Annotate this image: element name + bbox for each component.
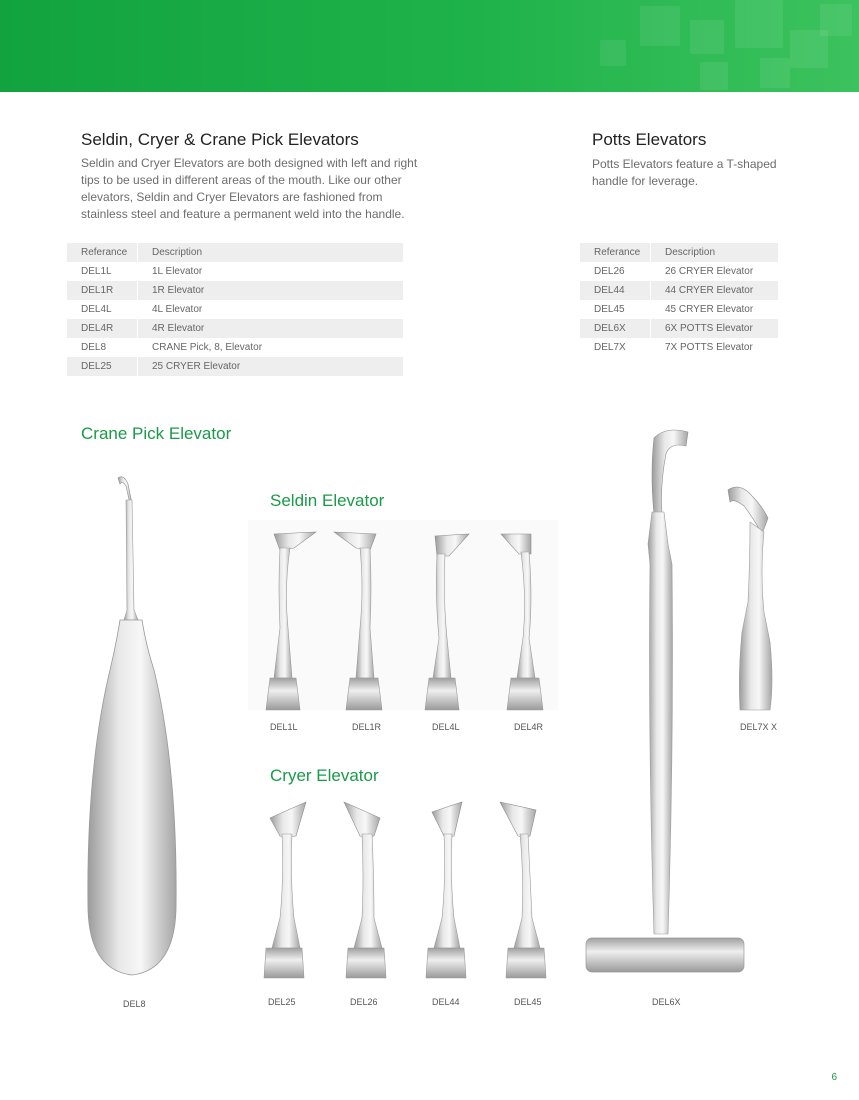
desc-cell: 4L Elevator xyxy=(152,304,203,315)
table-row xyxy=(580,262,778,281)
column-header: Description xyxy=(138,243,404,262)
desc-cell: 1L Elevator xyxy=(152,266,203,277)
column-header: Referance xyxy=(67,243,138,262)
crane-pick-heading: Crane Pick Elevator xyxy=(81,424,232,443)
left-intro: Seldin and Cryer Elevators are both designed with left and right tips to be used in different areas of the mouth. Like our other elevators, Seldin and Cryer Elevators are fashioned from stainless steel and feature a permanent weld into the handle. xyxy=(81,156,418,221)
right-reference-table xyxy=(580,243,778,357)
ref-cell: DEL4L xyxy=(67,300,138,319)
seldin-1l-image xyxy=(260,528,320,710)
caption-del1r: DEL1R xyxy=(352,722,382,732)
ref-cell: DEL45 xyxy=(580,300,651,319)
desc-cell: 26 CRYER Elevator xyxy=(665,266,754,277)
left-reference-table xyxy=(67,243,403,376)
cryer-heading: Cryer Elevator xyxy=(270,766,379,785)
page-number: 6 xyxy=(831,1072,837,1083)
ref-cell: DEL4R xyxy=(67,319,138,338)
table-row xyxy=(580,319,778,338)
potts-7x-image xyxy=(726,482,778,710)
seldin-4r-image xyxy=(495,528,555,710)
potts-6x-image xyxy=(584,424,746,976)
desc-cell: 7X POTTS Elevator xyxy=(665,342,753,353)
ref-cell: DEL8 xyxy=(67,338,138,357)
desc-cell: 4R Elevator xyxy=(138,319,404,338)
cryer-26-image xyxy=(338,798,398,980)
ref-cell: DEL7X xyxy=(580,338,651,357)
ref-cell: DEL44 xyxy=(580,281,651,300)
seldin-heading: Seldin Elevator xyxy=(270,491,385,510)
caption-del4r: DEL4R xyxy=(514,722,544,732)
desc-cell: CRANE Pick, 8, Elevator xyxy=(152,342,263,353)
desc-cell: 44 CRYER Elevator xyxy=(651,281,779,300)
cryer-25-image xyxy=(258,798,318,980)
table-row xyxy=(580,300,778,319)
caption-del25: DEL25 xyxy=(268,997,296,1007)
ref-cell: DEL25 xyxy=(67,357,138,376)
cryer-44-image xyxy=(420,798,480,980)
cryer-45-image xyxy=(500,798,560,980)
table-row xyxy=(67,262,403,281)
table-row xyxy=(580,338,778,357)
caption-del4l: DEL4L xyxy=(432,722,460,732)
caption-del8: DEL8 xyxy=(123,999,146,1009)
right-title: Potts Elevators xyxy=(592,130,707,149)
column-header: Description xyxy=(651,243,779,262)
ref-cell: DEL1L xyxy=(67,262,138,281)
caption-del26: DEL26 xyxy=(350,997,378,1007)
table-row xyxy=(67,281,403,300)
ref-cell: DEL26 xyxy=(580,262,651,281)
right-intro: Potts Elevators feature a T-shaped handle for leverage. xyxy=(592,157,777,188)
crane-pick-elevator-image xyxy=(80,470,190,990)
table-row xyxy=(67,300,403,319)
ref-cell: DEL6X xyxy=(580,319,651,338)
caption-del45: DEL45 xyxy=(514,997,542,1007)
caption-del44: DEL44 xyxy=(432,997,460,1007)
seldin-4l-image xyxy=(415,528,475,710)
desc-cell: 1R Elevator xyxy=(138,281,404,300)
desc-cell: 45 CRYER Elevator xyxy=(665,304,754,315)
left-title: Seldin, Cryer & Crane Pick Elevators xyxy=(81,130,359,149)
desc-cell: 25 CRYER Elevator xyxy=(138,357,404,376)
table-row xyxy=(67,319,403,338)
header-banner xyxy=(0,0,859,92)
caption-del7x: DEL7X X xyxy=(740,722,778,732)
seldin-1r-image xyxy=(330,528,390,710)
caption-del6x: DEL6X xyxy=(652,997,681,1007)
ref-cell: DEL1R xyxy=(67,281,138,300)
caption-del1l: DEL1L xyxy=(270,722,298,732)
desc-cell: 6X POTTS Elevator xyxy=(651,319,779,338)
table-row xyxy=(67,357,403,376)
column-header: Referance xyxy=(580,243,651,262)
table-row xyxy=(580,281,778,300)
table-row xyxy=(67,338,403,357)
